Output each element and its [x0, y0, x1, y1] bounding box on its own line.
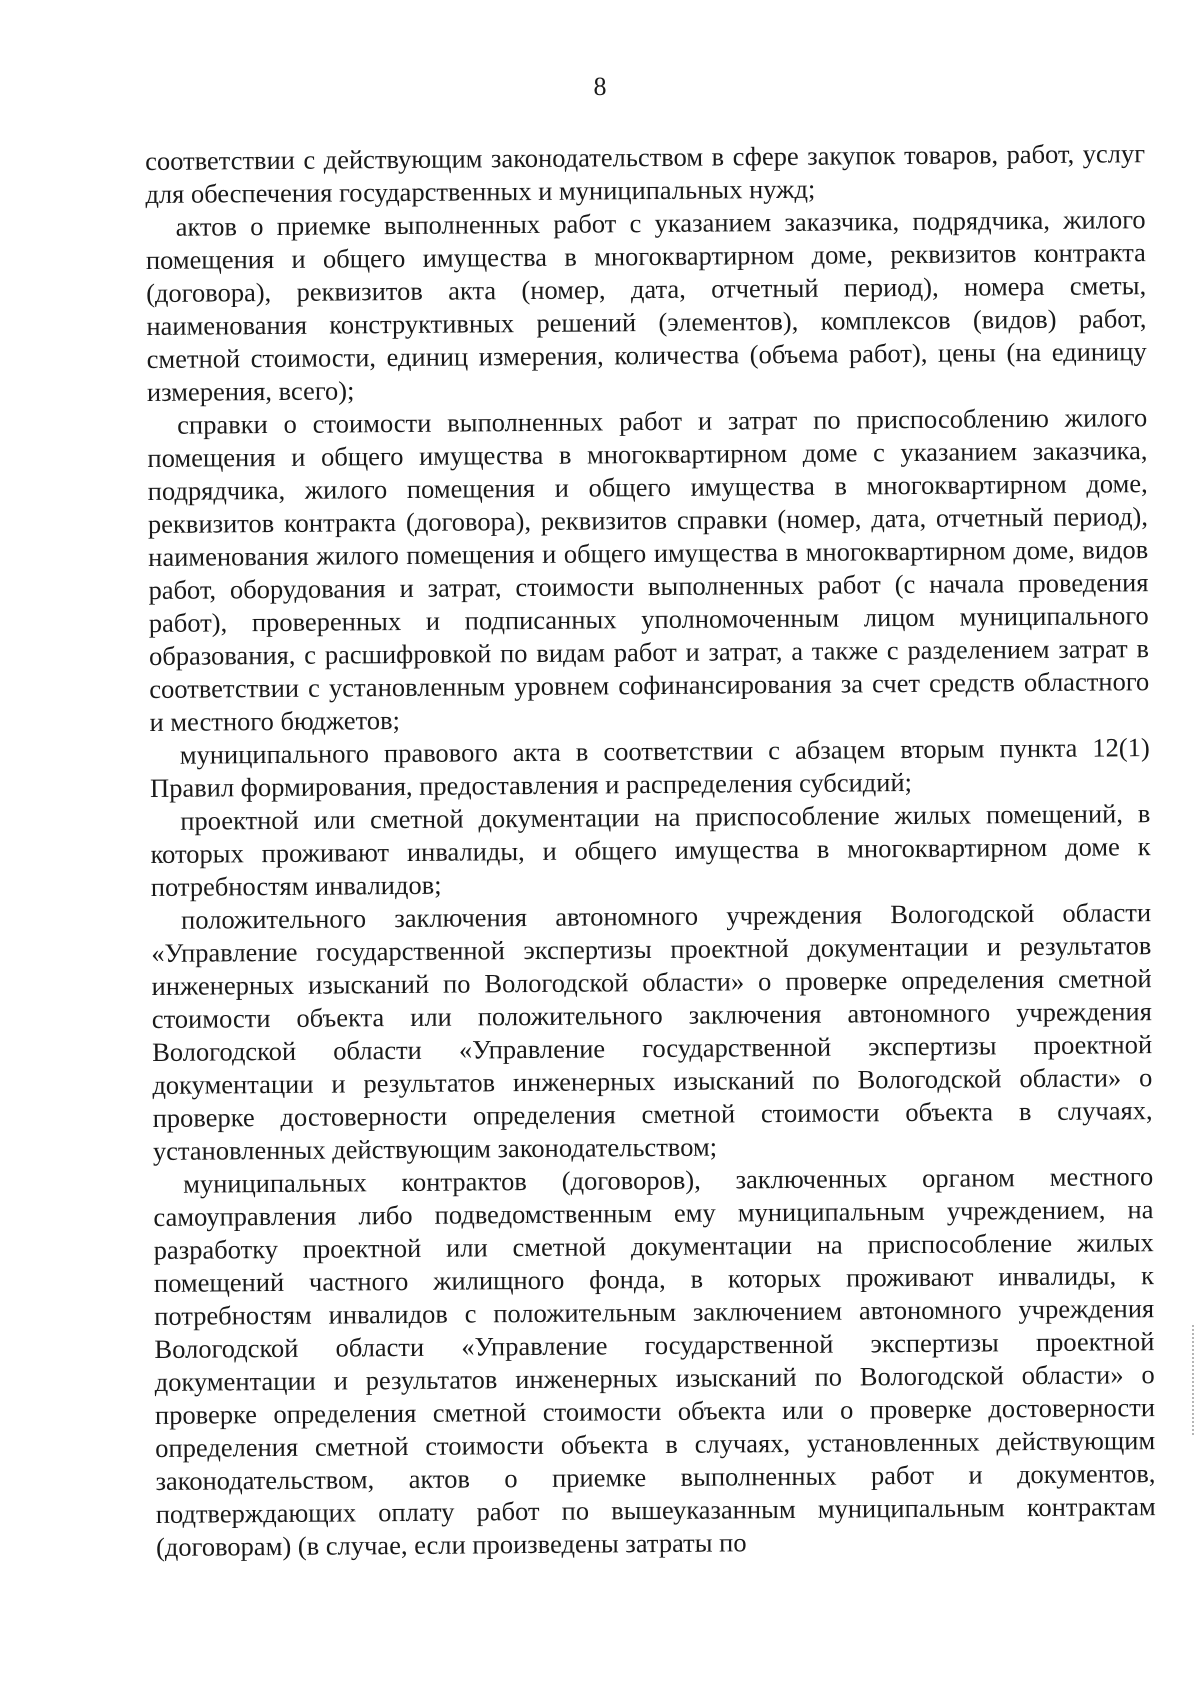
paragraph-acts-of-acceptance: актов о приемке выполненных работ с указанием заказчика, подрядчика, жилого помещения и общего имущества в многоквартирном доме, реквизитов контракта (договора), реквизитов акта (номер, дата, отчетный период), номера сметы, наименования конструктивных решений (элементов), комплексов (видов) работ, сметной стоимости, единиц измерения, количества (объема работ), цены (на единицу измерения, всего);: [145, 204, 1147, 407]
paragraph-design-documentation: проектной или сметной документации на приспособление жилых помещений, в которых проживают инвалиды, и общего имущества в многоквартирном доме к потребностям инвалидов;: [150, 798, 1151, 902]
paragraph-municipal-contracts: муниципальных контрактов (договоров), заключенных органом местного самоуправления либо подведомственным ему муниципальным учреждением, на разработку проектной или сметной документации на приспособление жилых помещений частного жилищного фонда, в которых проживают инвалиды, к потребностям инвалидов с положительным заключением автономного учреждения Вологодской области «Управление государственной экспертизы проектной документации и результатов инженерных изысканий по Вологодской области» о проверке определения сметной стоимости объекта или о проверке достоверности определения сметной стоимости объекта в случаях, установленных действующим законодательством, актов о приемке выполненных работ и документов, подтверждающих оплату работ по вышеуказанным муниципальным контрактам (договорам) (в случае, если произведены затраты по: [153, 1161, 1156, 1562]
paragraph-continuation: соответствии с действующим законодательством в сфере закупок товаров, работ, услуг для обеспечения государственных и муниципальных нужд;: [145, 138, 1146, 209]
paragraph-municipal-legal-act: муниципального правового акта в соответствии с абзацем вторым пункта 12(1) Правил формирования, предоставления и распределения субсидий;: [149, 732, 1150, 803]
document-body: [145, 137, 1156, 1564]
paragraph-cost-certificates: справки о стоимости выполненных работ и затрат по приспособлению жилого помещения и общего имущества в многоквартирном доме с указанием заказчика, подрядчика, жилого помещения и общего имущества в многоквартирном доме, реквизитов контракта (договора), реквизитов справки (номер, дата, отчетный период), наименования жилого помещения и общего имущества в многоквартирном доме, видов работ, оборудования и затрат, стоимости выполненных работ (с начала проведения работ), проверенных и подписанных уполномоченным лицом муниципального образования, с расшифровкой по видам работ и затрат, а также с разделением затрат в соответствии с установленным уровнем софинансирования за счет средств областного и местного бюджетов;: [147, 402, 1150, 737]
scan-artifact: [1192, 1325, 1196, 1435]
paragraph-expertise-conclusion: положительного заключения автономного учреждения Вологодской области «Управление государственной экспертизы проектной документации и результатов инженерных изысканий по Вологодской области» о проверке определения сметной стоимости объекта или положительного заключения автономного учреждения Вологодской области «Управление государственной экспертизы проектной документации и результатов инженерных изысканий по Вологодской области» о проверке достоверности определения сметной стоимости объекта в случаях, установленных действующим законодательством;: [151, 897, 1153, 1166]
page-number: 8: [593, 72, 607, 101]
